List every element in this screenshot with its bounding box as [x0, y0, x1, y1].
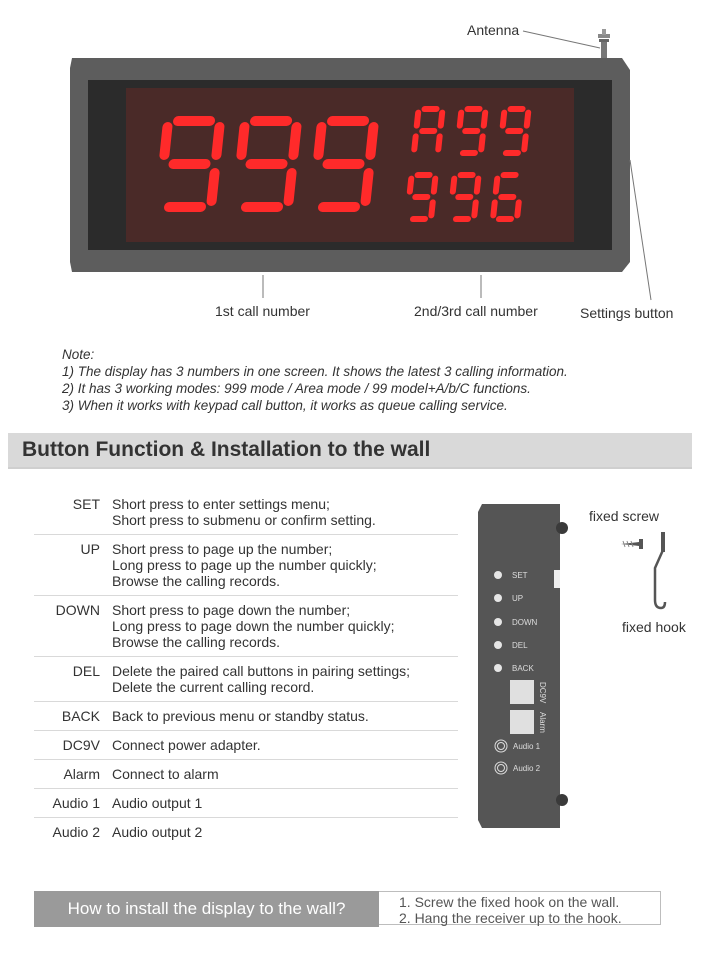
first-call-label: 1st call number — [215, 303, 310, 319]
desc-line: Browse the calling records. — [112, 573, 281, 589]
settings-leader — [630, 160, 651, 300]
function-key: BACK — [61, 708, 100, 724]
led-segment — [500, 172, 519, 178]
panel-button-up — [494, 594, 502, 602]
side-panel-illustration — [470, 498, 580, 838]
panel-label-audio-1: Audio 1 — [513, 742, 541, 751]
led-segment — [168, 159, 211, 169]
function-key: Audio 2 — [52, 824, 100, 840]
antenna-icon — [598, 29, 610, 58]
led-segment — [327, 116, 370, 126]
desc-line: Connect power adapter. — [112, 737, 261, 753]
function-key: UP — [80, 541, 100, 557]
function-desc — [112, 795, 458, 811]
led-segment — [173, 116, 216, 126]
screw-label: fixed screw — [589, 508, 660, 524]
note-line-1: 1) The display has 3 numbers in one screen. It shows the latest 3 calling information. — [62, 364, 568, 379]
hook-icon — [655, 532, 665, 608]
alarm-port — [510, 710, 534, 734]
led-segment — [322, 159, 365, 169]
panel-button-set — [494, 571, 502, 579]
desc-line: Short press to page up the number; — [112, 541, 333, 557]
led-segment — [163, 202, 206, 212]
function-key: DC9V — [62, 737, 100, 753]
section-title: Button Function & Installation to the wall — [22, 438, 431, 461]
function-key: DEL — [72, 663, 100, 679]
desc-line: Delete the current calling record. — [112, 679, 315, 695]
settings-button-label: Settings button — [580, 305, 674, 321]
desc-line: Short press to submenu or confirm setting. — [112, 512, 376, 528]
panel-label-back: BACK — [512, 664, 534, 673]
note-line-3: 3) When it works with keypad call button, it works as queue calling service. — [62, 398, 508, 413]
led-segment — [410, 216, 429, 222]
hook-label: fixed hook — [622, 619, 686, 635]
function-desc — [112, 708, 458, 724]
function-row-dc9v — [34, 731, 458, 760]
led-segment — [503, 150, 522, 156]
function-desc — [112, 602, 458, 650]
function-desc — [112, 663, 458, 695]
panel-button-back — [494, 664, 502, 672]
notes-block — [62, 346, 568, 414]
desc-line: Back to previous menu or standby status. — [112, 708, 369, 724]
led-segment — [240, 202, 283, 212]
function-key: Audio 1 — [52, 795, 100, 811]
led-segment — [498, 194, 517, 200]
led-segment — [457, 172, 476, 178]
function-desc — [112, 496, 458, 528]
panel-button-down — [494, 618, 502, 626]
function-row-audio-2 — [34, 818, 458, 846]
panel-label-down: DOWN — [512, 618, 538, 627]
note-line-2: 2) It has 3 working modes: 999 mode / Area mode / 99 model+A/b/C functions. — [62, 381, 531, 396]
function-row-del — [34, 657, 458, 702]
section-header — [8, 433, 692, 469]
desc-line: Browse the calling records. — [112, 634, 281, 650]
install-steps — [379, 891, 661, 925]
note-title: Note: — [62, 347, 95, 362]
led-segment — [462, 128, 481, 134]
led-segment — [245, 159, 288, 169]
led-segment — [505, 128, 524, 134]
function-table — [34, 490, 458, 846]
led-segment — [317, 202, 360, 212]
led-segment — [507, 106, 526, 112]
desc-line: Long press to page up the number quickly; — [112, 557, 377, 573]
screw-icon — [621, 539, 643, 549]
panel-label-del: DEL — [512, 641, 528, 650]
led-segment — [250, 116, 293, 126]
desc-line: Audio output 1 — [112, 795, 203, 811]
panel-label-audio-2: Audio 2 — [513, 764, 541, 773]
display-illustration — [0, 0, 720, 330]
function-key: Alarm — [63, 766, 100, 782]
desc-line: Short press to page down the number; — [112, 602, 351, 618]
function-row-back — [34, 702, 458, 731]
led-segment — [412, 194, 431, 200]
panel-label-dc9v: DC9V — [538, 682, 547, 704]
function-row-alarm — [34, 760, 458, 789]
led-segment — [496, 216, 515, 222]
led-segment — [453, 216, 472, 222]
led-segment — [421, 106, 440, 112]
panel-label-up: UP — [512, 594, 524, 603]
function-desc — [112, 766, 458, 782]
antenna-leader — [523, 31, 600, 48]
function-desc — [112, 824, 458, 840]
install-step-1: 1. Screw the fixed hook on the wall. — [399, 894, 620, 910]
desc-line: Connect to alarm — [112, 766, 219, 782]
desc-line: Short press to enter settings menu; — [112, 496, 330, 512]
led-segment — [419, 128, 438, 134]
function-key: SET — [72, 496, 100, 512]
antenna-label: Antenna — [467, 22, 520, 38]
function-desc — [112, 541, 458, 589]
function-row-set — [34, 490, 458, 535]
led-segment — [460, 150, 479, 156]
desc-line: Long press to page down the number quickly; — [112, 618, 395, 634]
led-segment — [414, 172, 433, 178]
function-desc — [112, 737, 458, 753]
function-row-audio-1 — [34, 789, 458, 818]
dc9v-port — [510, 680, 534, 704]
desc-line: Delete the paired call buttons in pairing settings; — [112, 663, 411, 679]
function-row-down — [34, 596, 458, 657]
install-question: How to install the display to the wall? — [34, 891, 379, 927]
install-step-2: 2. Hang the receiver up to the hook. — [399, 910, 622, 926]
function-row-up — [34, 535, 458, 596]
led-segment — [464, 106, 483, 112]
panel-button-del — [494, 641, 502, 649]
second-third-call-label: 2nd/3rd call number — [414, 303, 538, 319]
hardware-illustration — [615, 528, 675, 614]
led-segment — [455, 194, 474, 200]
desc-line: Audio output 2 — [112, 824, 203, 840]
function-key: DOWN — [55, 602, 100, 618]
panel-label-alarm: Alarm — [538, 712, 547, 733]
panel-label-set: SET — [512, 571, 528, 580]
